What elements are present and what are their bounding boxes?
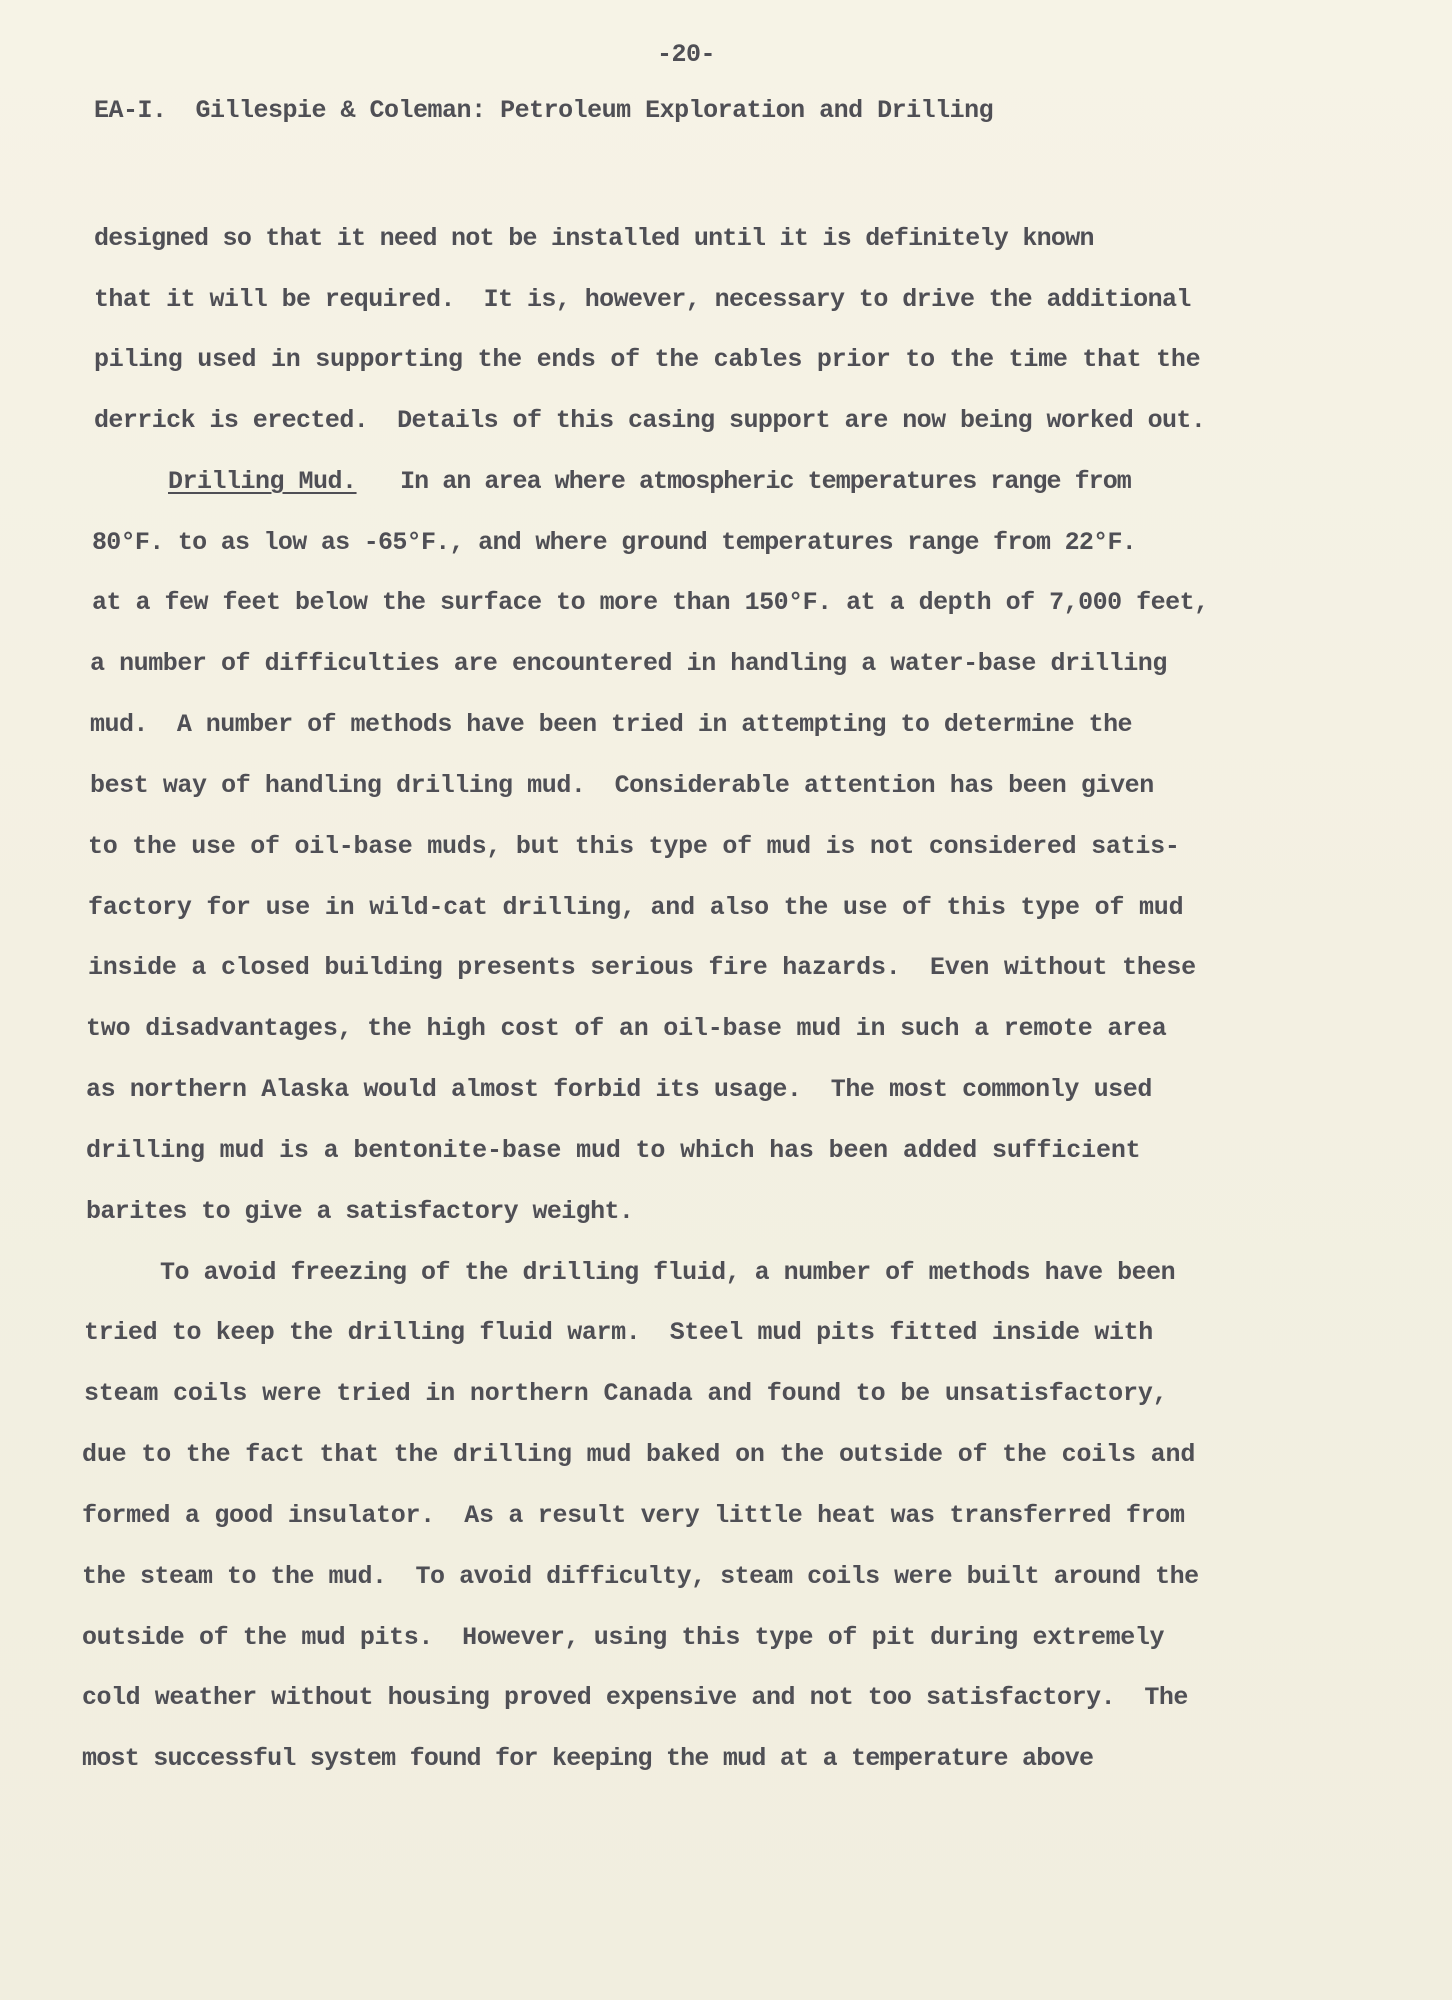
text-line: cold weather without housing proved expensive and not too satisfactory. The	[82, 1683, 1188, 1712]
text-line: the steam to the mud. To avoid difficulty, steam coils were built around the	[82, 1562, 1199, 1591]
text-line: 80°F. to as low as -65°F., and where ground temperatures range from 22°F.	[92, 528, 1137, 557]
text-line: best way of handling drilling mud. Considerable attention has been given	[90, 771, 1154, 800]
text-line: tried to keep the drilling fluid warm. Steel mud pits fitted inside with	[84, 1318, 1153, 1347]
text-line: to the use of oil-base muds, but this type of mud is not considered satis-	[88, 832, 1180, 861]
page-number: -20-	[657, 40, 716, 69]
text-line: designed so that it need not be installed until it is definitely known	[94, 224, 1094, 253]
text-line: as northern Alaska would almost forbid its usage. The most commonly used	[86, 1075, 1152, 1104]
text-line: To avoid freezing of the drilling fluid, a number of methods have been	[160, 1258, 1176, 1287]
text-line: barites to give a satisfactory weight.	[86, 1197, 634, 1226]
text-line: inside a closed building presents serious fire hazards. Even without these	[88, 953, 1196, 982]
text-line: mud. A number of methods have been tried in attempting to determine the	[90, 710, 1133, 739]
text-line: a number of difficulties are encountered in handling a water-base drilling	[90, 649, 1167, 678]
text-line: most successful system found for keeping the mud at a temperature above	[82, 1744, 1094, 1773]
section-heading-drilling-mud: Drilling Mud.	[168, 467, 357, 496]
text-line: steam coils were tried in northern Canada and found to be unsatisfactory,	[84, 1379, 1168, 1408]
text-line: drilling mud is a bentonite-base mud to which has been added sufficient	[86, 1136, 1141, 1165]
text-line: two disadvantages, the high cost of an oil-base mud in such a remote area	[86, 1014, 1167, 1043]
text-line: that it will be required. It is, however, necessary to drive the additional	[94, 285, 1191, 314]
text-line: at a few feet below the surface to more than 150°F. at a depth of 7,000 feet,	[92, 588, 1209, 617]
text-line: due to the fact that the drilling mud baked on the outside of the coils and	[82, 1440, 1196, 1469]
document-header: EA-I. Gillespie & Coleman: Petroleum Exploration and Drilling	[94, 96, 994, 125]
text-line: factory for use in wild-cat drilling, and also the use of this type of mud	[88, 893, 1184, 922]
text-line: piling used in supporting the ends of the cables prior to the time that the	[94, 345, 1201, 374]
text-line: derrick is erected. Details of this casing support are now being worked out.	[94, 406, 1206, 435]
text-line: formed a good insulator. As a result very little heat was transferred from	[82, 1501, 1185, 1530]
text-line: In an area where atmospheric temperatures range from	[372, 467, 1131, 496]
text-line: outside of the mud pits. However, using this type of pit during extremely	[82, 1623, 1165, 1652]
